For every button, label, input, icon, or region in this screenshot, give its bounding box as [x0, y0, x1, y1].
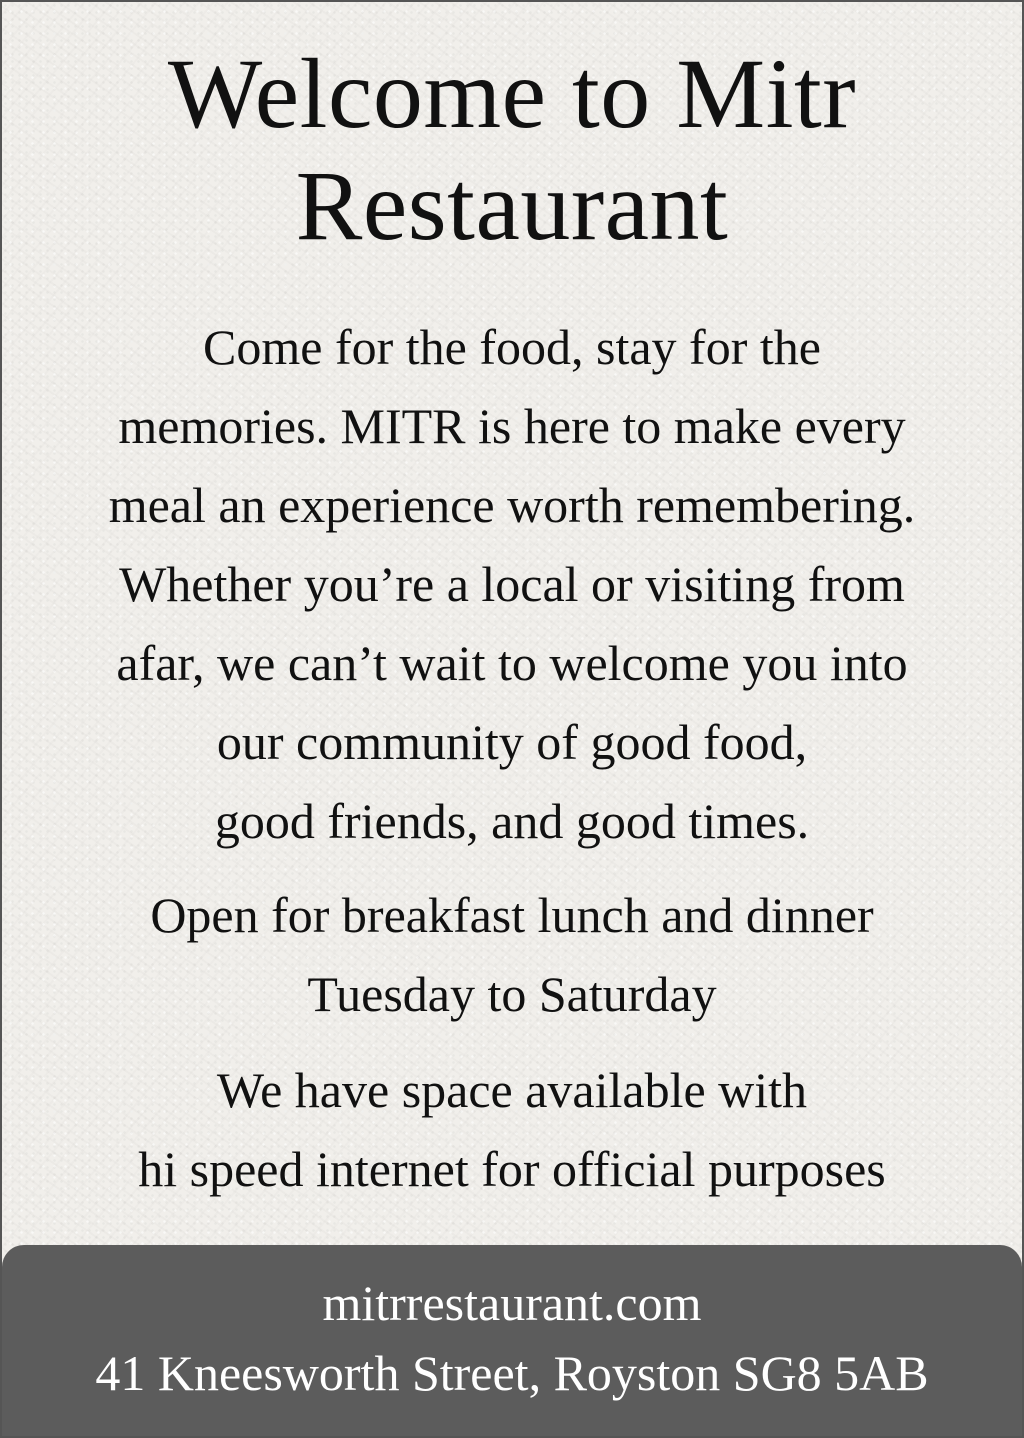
title-line-2: Restaurant — [295, 150, 729, 261]
intro-line: Come for the food, stay for the — [203, 319, 821, 375]
intro-line: Whether you’re a local or visiting from — [119, 556, 905, 612]
hours-meals: Open for breakfast lunch and dinner — [150, 887, 874, 943]
opening-hours — [12, 876, 1012, 1034]
title-line-1: Welcome to Mitr — [167, 38, 857, 149]
workspace-notice — [12, 1051, 1012, 1209]
street-address: 41 Kneesworth Street, Royston SG8 5AB — [95, 1345, 929, 1401]
intro-line: our community of good food, — [216, 714, 808, 770]
intro-line: good friends, and good times. — [214, 793, 810, 849]
space-line-2: hi speed internet for official purposes — [138, 1141, 886, 1197]
website-link[interactable]: mitrrestaurant.com — [322, 1275, 702, 1331]
contact-footer — [2, 1245, 1022, 1436]
intro-line: memories. MITR is here to make every — [118, 398, 906, 454]
intro-paragraph — [12, 308, 1012, 861]
intro-line: meal an experience worth remembering. — [108, 477, 916, 533]
space-line-1: We have space available with — [216, 1062, 808, 1118]
intro-line: afar, we can’t wait to welcome you into — [116, 635, 908, 691]
hours-days: Tuesday to Saturday — [307, 966, 717, 1022]
page-title — [2, 38, 1022, 262]
